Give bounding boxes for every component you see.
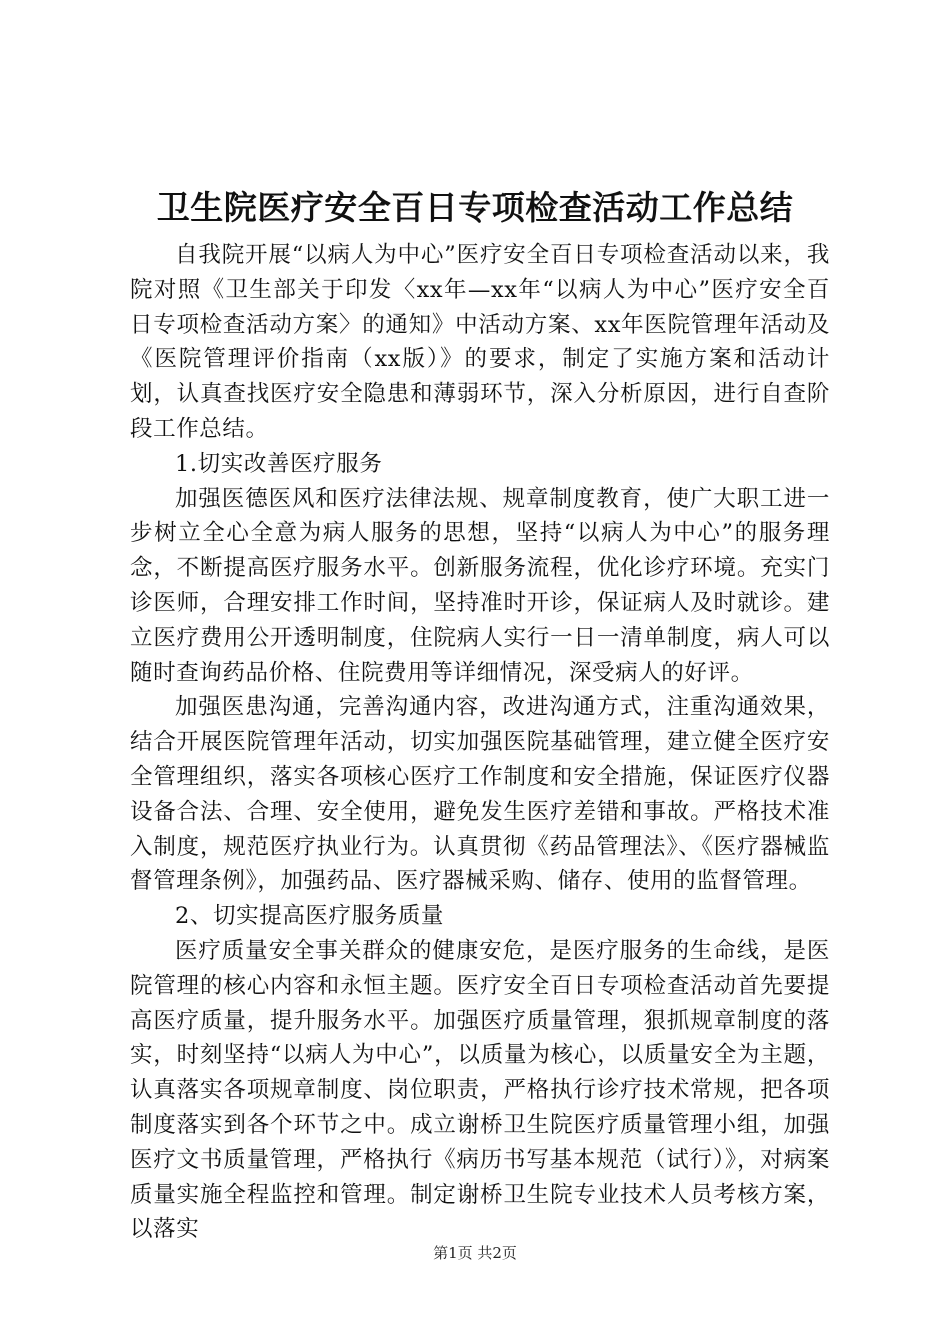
paragraph-quality: 医疗质量安全事关群众的健康安危，是医疗服务的生命线，是医院管理的核心内容和永恒主题。医疗安全百日专项检查活动首先要提高医疗质量，提升服务水平。加强医疗质量管理，狠抓规章制度的落实，时刻坚持“以病人为中心”，以质量为核心，以质量安全为主题，认真落实各项规章制度、岗位职责，严格执行诊疗技术常规，把各项制度落实到各个环节之中。成立谢桥卫生院医疗质量管理小组，加强医疗文书质量管理，严格执行《病历书写基本规范（试行）》，对病案质量实施全程监控和管理。制定谢桥卫生院专业技术人员考核方案，以落实 bbox=[130, 937, 830, 1243]
document-body bbox=[130, 238, 830, 1247]
paragraph-intro: 自我院开展“以病人为中心”医疗安全百日专项检查活动以来，我院对照《卫生部关于印发〈xx年—xx年“以病人为中心”医疗安全百日专项检查活动方案〉的通知》中活动方案、xx年医院管理年活动及《医院管理评价指南（xx版）》的要求，制定了实施方案和活动计划，认真查找医疗安全隐患和薄弱环节，深入分析原因，进行自查阶段工作总结。 bbox=[130, 242, 830, 442]
paragraph-service-ethics: 加强医德医风和医疗法律法规、规章制度教育，使广大职工进一步树立全心全意为病人服务的思想，坚持“以病人为中心”的服务理念，不断提高医疗服务水平。创新服务流程，优化诊疗环境。充实门诊医师，合理安排工作时间，坚持准时开诊，保证病人及时就诊。建立医疗费用公开透明制度，住院病人实行一日一清单制度，病人可以随时查询药品价格、住院费用等详细情况，深受病人的好评。 bbox=[130, 485, 830, 686]
section-heading-2: 2、切实提高医疗服务质量 bbox=[175, 903, 445, 930]
page-footer: 第1页 共2页 bbox=[433, 1244, 517, 1262]
section-heading-1: 1.切实改善医疗服务 bbox=[175, 450, 383, 477]
paragraph-communication: 加强医患沟通，完善沟通内容，改进沟通方式，注重沟通效果，结合开展医院管理年活动，切实加强医院基础管理，建立健全医疗安全管理组织，落实各项核心医疗工作制度和安全措施，保证医疗仪器设备合法、合理、安全使用，避免发生医疗差错和事故。严格技术准入制度，规范医疗执业行为。认真贯彻《药品管理法》、《医疗器械监督管理条例》，加强药品、医疗器械采购、储存、使用的监督管理。 bbox=[130, 694, 830, 895]
document-title: 卫生院医疗安全百日专项检查活动工作总结 bbox=[156, 188, 794, 227]
